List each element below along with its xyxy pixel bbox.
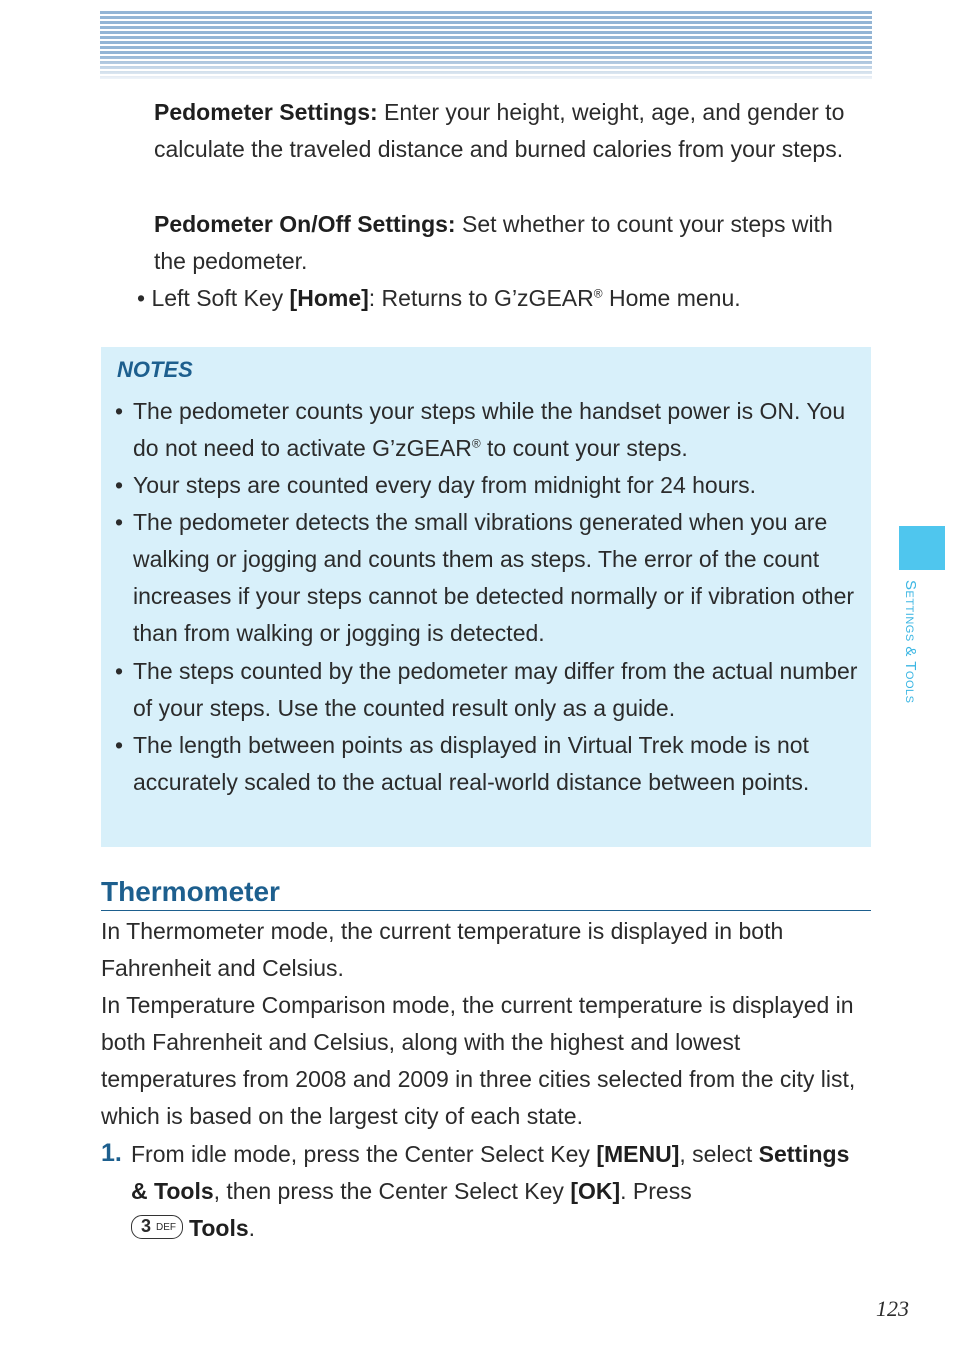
left-soft-key-post: : Returns to G’zGEAR xyxy=(368,285,594,311)
step-1-instruction xyxy=(131,1136,861,1247)
side-label-text: Settings & Tools xyxy=(902,580,919,704)
pedometer-onoff-paragraph xyxy=(154,206,864,280)
key-letters: DEF xyxy=(156,1222,176,1233)
notes-box xyxy=(101,347,871,847)
step-text: , select xyxy=(679,1141,759,1167)
step-text: . xyxy=(248,1215,256,1241)
side-section-label xyxy=(897,580,919,760)
bullet: • xyxy=(115,398,124,424)
step-text: , then press the Center Select Key xyxy=(213,1178,571,1204)
step-text: From idle mode, press the Center Select Key xyxy=(131,1141,597,1167)
note-text: The pedometer detects the small vibrations generated when you are walking or jogging and counts them as steps. The error of the count increases if your steps cannot be detected normally or if vibration other than from walking or jogging is detected. xyxy=(133,509,855,646)
left-soft-key-end: Home menu. xyxy=(602,285,741,311)
bullet: • xyxy=(115,472,124,498)
bullet: • xyxy=(115,658,124,684)
notes-title: NOTES xyxy=(117,357,193,382)
bullet: • xyxy=(115,509,124,535)
note-text: The pedometer counts your steps while the handset power is ON. You do not need to activate G’zGEAR xyxy=(133,398,846,461)
home-key-label: [Home] xyxy=(289,285,369,311)
settings-tools-label: Settings & Tools xyxy=(131,1141,850,1204)
page-number: 123 xyxy=(876,1296,909,1321)
pedometer-settings-paragraph xyxy=(154,94,854,168)
note-item xyxy=(115,504,861,652)
thermometer-paragraph-2: In Temperature Comparison mode, the current temperature is displayed in both Fahrenheit and Celsius, along with the highest and lowest temperatures from 2008 and 2009 in three cities selected from the city list, which is based on the largest city of each state. xyxy=(101,992,856,1129)
section-title-thermometer: Thermometer xyxy=(101,876,280,907)
note-text-end: to count your steps. xyxy=(480,435,688,461)
registered-mark: ® xyxy=(471,436,481,451)
left-soft-key-item xyxy=(137,280,857,317)
ok-key-label: [OK] xyxy=(570,1178,621,1204)
thermometer-paragraph-1: In Thermometer mode, the current temperature is displayed in both Fahrenheit and Celsius. xyxy=(101,918,784,981)
step-number: 1. xyxy=(101,1139,122,1167)
note-item xyxy=(115,393,861,467)
key-digit: 3 xyxy=(141,1216,152,1236)
pedometer-onoff-text: Set whether to count your steps with the pedometer. xyxy=(154,211,833,274)
bullet: • xyxy=(115,732,124,758)
note-item xyxy=(115,727,861,801)
note-text: The length between points as displayed in Virtual Trek mode is not accurately scaled to the actual real-world distance between points. xyxy=(133,732,810,795)
bullet: • xyxy=(137,285,146,311)
note-item xyxy=(115,653,861,727)
note-text: Your steps are counted every day from midnight for 24 hours. xyxy=(133,472,757,498)
menu-key-label: [MENU] xyxy=(596,1141,680,1167)
left-soft-key-pre: Left Soft Key xyxy=(151,285,284,311)
keypad-3-icon xyxy=(131,1215,183,1239)
note-item xyxy=(115,467,861,504)
note-text: The steps counted by the pedometer may differ from the actual number of your steps. Use the counted result only as a guide. xyxy=(133,658,858,721)
registered-mark: ® xyxy=(593,286,603,301)
step-text: . Press xyxy=(620,1178,692,1204)
pedometer-settings-label: Pedometer Settings: xyxy=(154,99,378,125)
tools-label: Tools xyxy=(189,1215,249,1241)
header-stripe-band xyxy=(100,11,872,79)
section-divider xyxy=(101,910,871,911)
pedometer-onoff-label: Pedometer On/Off Settings: xyxy=(154,211,456,237)
pedometer-settings-text: Enter your height, weight, age, and gender to calculate the traveled distance and burned calories from your steps. xyxy=(154,99,845,162)
side-section-tab xyxy=(899,526,945,570)
